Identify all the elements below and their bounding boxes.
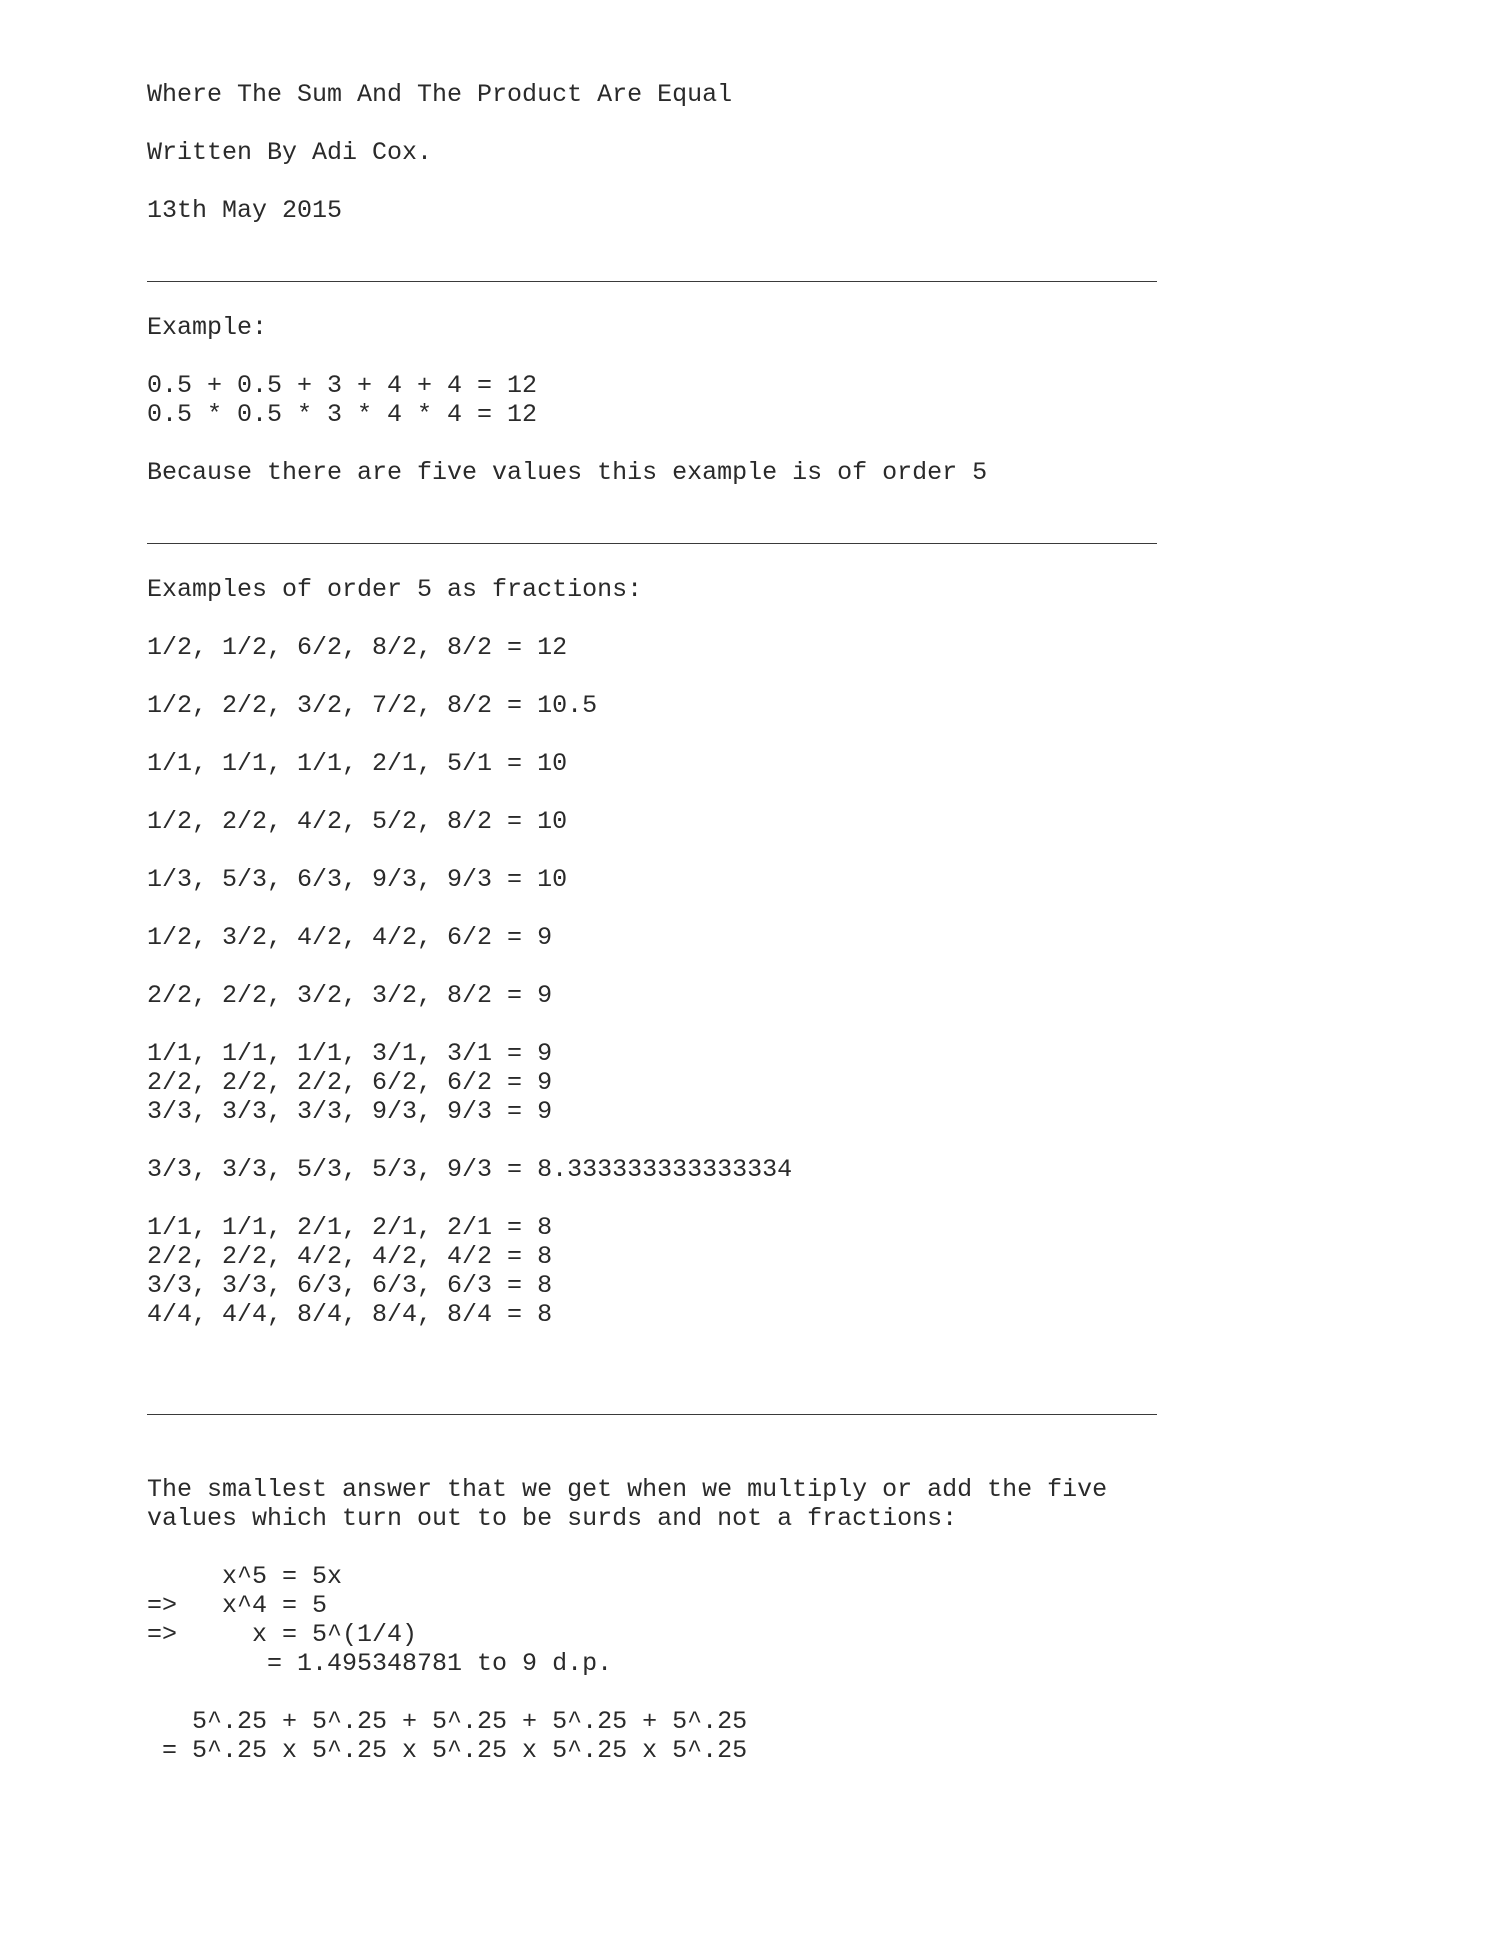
fraction-line: 2/2, 2/2, 4/2, 4/2, 4/2 = 8 xyxy=(147,1242,553,1271)
example-heading: Example: xyxy=(147,313,268,342)
fraction-line: 3/3, 3/3, 5/3, 5/3, 9/3 = 8.333333333333334 xyxy=(147,1155,793,1184)
surds-derivation xyxy=(147,1562,1157,1678)
derivation-line: = 1.495348781 to 9 d.p. xyxy=(147,1649,613,1678)
example-order-note: Because there are five values this example is of order 5 xyxy=(147,458,988,487)
fraction-line: 3/3, 3/3, 6/3, 6/3, 6/3 = 8 xyxy=(147,1271,553,1300)
fraction-line: 1/1, 1/1, 1/1, 3/1, 3/1 = 9 xyxy=(147,1039,553,1068)
fraction-line: 1/2, 2/2, 3/2, 7/2, 8/2 = 10.5 xyxy=(147,691,598,720)
fraction-line: 2/2, 2/2, 2/2, 6/2, 6/2 = 9 xyxy=(147,1068,553,1097)
fraction-line: 4/4, 4/4, 8/4, 8/4, 8/4 = 8 xyxy=(147,1300,553,1329)
document-title: Where The Sum And The Product Are Equal xyxy=(147,80,733,109)
fraction-line: 1/1, 1/1, 2/1, 2/1, 2/1 = 8 xyxy=(147,1213,553,1242)
equality-line: = 5^.25 x 5^.25 x 5^.25 x 5^.25 x 5^.25 xyxy=(147,1736,748,1765)
equality-line: 5^.25 + 5^.25 + 5^.25 + 5^.25 + 5^.25 xyxy=(147,1707,748,1736)
fractions-heading: Examples of order 5 as fractions: xyxy=(147,575,643,604)
fraction-line: 1/2, 3/2, 4/2, 4/2, 6/2 = 9 xyxy=(147,923,553,952)
example-sum-line: 0.5 + 0.5 + 3 + 4 + 4 = 12 xyxy=(147,371,538,400)
surds-equality xyxy=(147,1707,1157,1765)
fraction-line: 3/3, 3/3, 3/3, 9/3, 9/3 = 9 xyxy=(147,1097,553,1126)
surds-intro-line: values which turn out to be surds and not a fractions: xyxy=(147,1504,958,1533)
example-section xyxy=(147,313,1157,487)
derivation-line: => x = 5^(1/4) xyxy=(147,1620,418,1649)
surds-section xyxy=(147,1475,1157,1765)
fraction-line: 1/2, 2/2, 4/2, 5/2, 8/2 = 10 xyxy=(147,807,568,836)
fraction-group xyxy=(147,865,1157,894)
fraction-line: 1/3, 5/3, 6/3, 9/3, 9/3 = 10 xyxy=(147,865,568,894)
fraction-group xyxy=(147,1213,1157,1329)
header-section xyxy=(147,80,1157,225)
document-page xyxy=(147,80,1157,1765)
fraction-group xyxy=(147,633,1157,662)
fraction-line: 1/2, 1/2, 6/2, 8/2, 8/2 = 12 xyxy=(147,633,568,662)
fraction-group xyxy=(147,923,1157,952)
example-product-line: 0.5 * 0.5 * 3 * 4 * 4 = 12 xyxy=(147,400,538,429)
fraction-group xyxy=(147,807,1157,836)
author-line: Written By Adi Cox. xyxy=(147,138,433,167)
fraction-group xyxy=(147,1155,1157,1184)
fraction-line: 1/1, 1/1, 1/1, 2/1, 5/1 = 10 xyxy=(147,749,568,778)
derivation-line: => x^4 = 5 xyxy=(147,1591,328,1620)
fraction-group xyxy=(147,1039,1157,1126)
fraction-group xyxy=(147,981,1157,1010)
date-line: 13th May 2015 xyxy=(147,196,343,225)
fraction-line: 2/2, 2/2, 3/2, 3/2, 8/2 = 9 xyxy=(147,981,553,1010)
fractions-section xyxy=(147,575,1157,1329)
fraction-group xyxy=(147,749,1157,778)
surds-intro-line: The smallest answer that we get when we multiply or add the five xyxy=(147,1475,1108,1504)
derivation-line: x^5 = 5x xyxy=(147,1562,343,1591)
fraction-group xyxy=(147,691,1157,720)
